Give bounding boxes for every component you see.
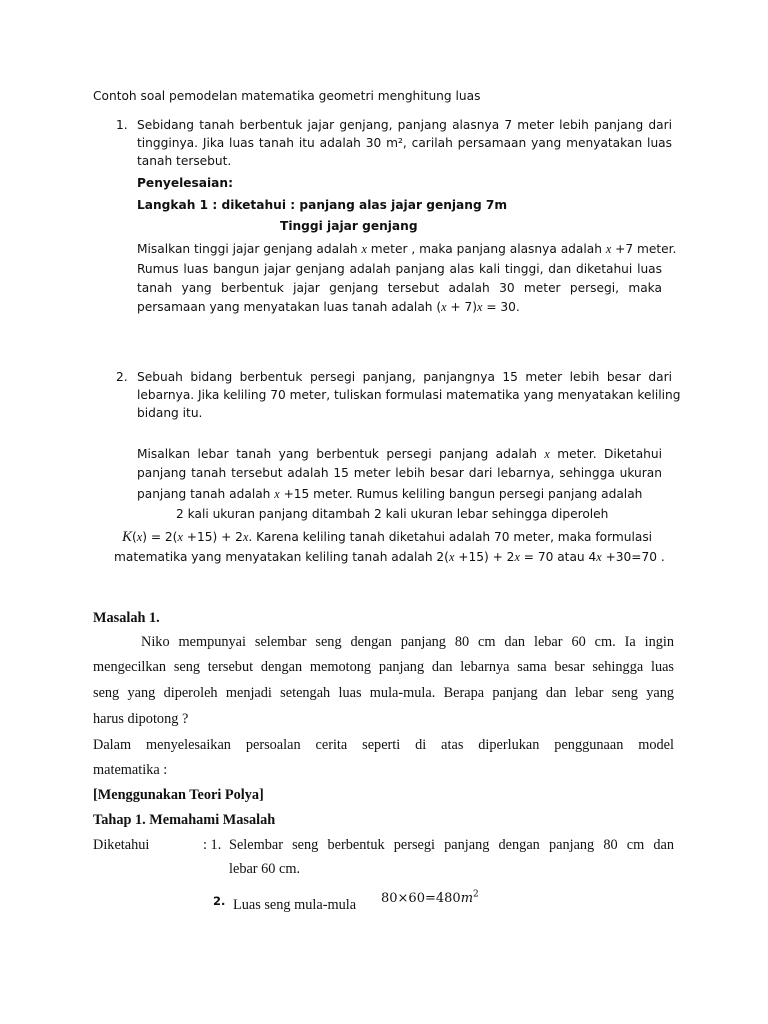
problem-2-line: bidang itu. <box>137 406 203 420</box>
problem-2-line: lebarnya. Jika keliling 70 meter, tuliskan formulasi matematika yang menyatakan keliling <box>137 388 681 402</box>
solution-2-line: 2 kali ukuran panjang ditambah 2 kali ukuran lebar sehingga diperoleh <box>176 507 609 521</box>
diketahui-item-1-line: lebar 60 cm. <box>229 861 301 877</box>
solution-2-formula-line: matematika yang menyatakan keliling tanah adalah 2(x +15) + 2x = 70 atau 4x +30=70 . <box>114 550 665 564</box>
problem-1-line: Sebidang tanah berbentuk jajar genjang, panjang alasnya 7 meter lebih panjang dari <box>137 118 672 132</box>
masalah-heading: Masalah 1. <box>93 610 160 626</box>
diketahui-label: Diketahui <box>93 837 150 853</box>
problem-1-line: tingginya. Jika luas tanah itu adalah 30 m², carilah persamaan yang menyatakan luas <box>137 136 672 150</box>
area-formula: $80\times 60=480m^2$ <box>381 889 479 906</box>
problem-2-number: 2. <box>116 370 128 384</box>
solution-paragraph-line: Misalkan tinggi jajar genjang adalah x meter , maka panjang alasnya adalah x +7 meter. <box>137 242 677 256</box>
solution-paragraph-line: persamaan yang menyatakan luas tanah adalah (x + 7)x = 30. <box>137 300 520 314</box>
solution-paragraph-line: Rumus luas bangun jajar genjang adalah panjang alas kali tinggi, dan diketahui luas <box>137 262 662 276</box>
solution-paragraph-line: tanah yang berbentuk jajar genjang tersebut adalah 30 meter persegi, maka <box>137 281 662 295</box>
diketahui-item-1-line: Selembar seng berbentuk persegi panjang dengan panjang 80 cm dan <box>229 837 674 853</box>
tahap-heading: Tahap 1. Memahami Masalah <box>93 812 276 828</box>
problem-2-line: Sebuah bidang berbentuk persegi panjang, panjangnya 15 meter lebih besar dari <box>137 370 672 384</box>
step-1: Langkah 1 : diketahui : panjang alas jajar genjang 7m <box>137 198 508 212</box>
masalah-line: seng yang diperoleh menjadi setengah luas mula-mula. Berapa panjang dan lebar seng yang <box>93 685 674 701</box>
polya-heading: [Menggunakan Teori Polya] <box>93 787 264 803</box>
problem-1-number: 1. <box>116 118 128 132</box>
masalah-line: harus dipotong ? <box>93 711 189 727</box>
solution-2-line: panjang tanah adalah x +15 meter. Rumus keliling bangun persegi panjang adalah <box>137 487 643 501</box>
diketahui-item-1-number: : 1. <box>203 837 222 853</box>
solution-2-line: Misalkan lebar tanah yang berbentuk persegi panjang adalah x meter. Diketahui <box>137 447 662 461</box>
masalah-line: Niko mempunyai selembar seng dengan panjang 80 cm dan lebar 60 cm. Ia ingin <box>141 634 674 650</box>
document-title: Contoh soal pemodelan matematika geometri menghitung luas <box>93 89 481 103</box>
solution-2-formula-line: K(x) = 2(x +15) + 2x. Karena keliling tanah diketahui adalah 70 meter, maka formulasi <box>122 529 653 545</box>
diketahui-item-2-number: 2. <box>213 894 226 908</box>
masalah-line: Dalam menyelesaikan persoalan cerita seperti di atas diperlukan penggunaan model <box>93 737 674 753</box>
problem-1-line: tanah tersebut. <box>137 154 232 168</box>
solution-2-line: panjang tanah tersebut adalah 15 meter lebih besar dari lebarnya, sehingga ukuran <box>137 466 662 480</box>
solution-label: Penyelesaian: <box>137 176 233 190</box>
masalah-line: mengecilkan seng tersebut dengan memotong panjang dan lebarnya sama besar sehingga luas <box>93 659 674 675</box>
masalah-line: matematika : <box>93 762 168 778</box>
step-1-continued: Tinggi jajar genjang <box>280 219 418 233</box>
diketahui-item-2-label: Luas seng mula-mula <box>233 897 357 913</box>
